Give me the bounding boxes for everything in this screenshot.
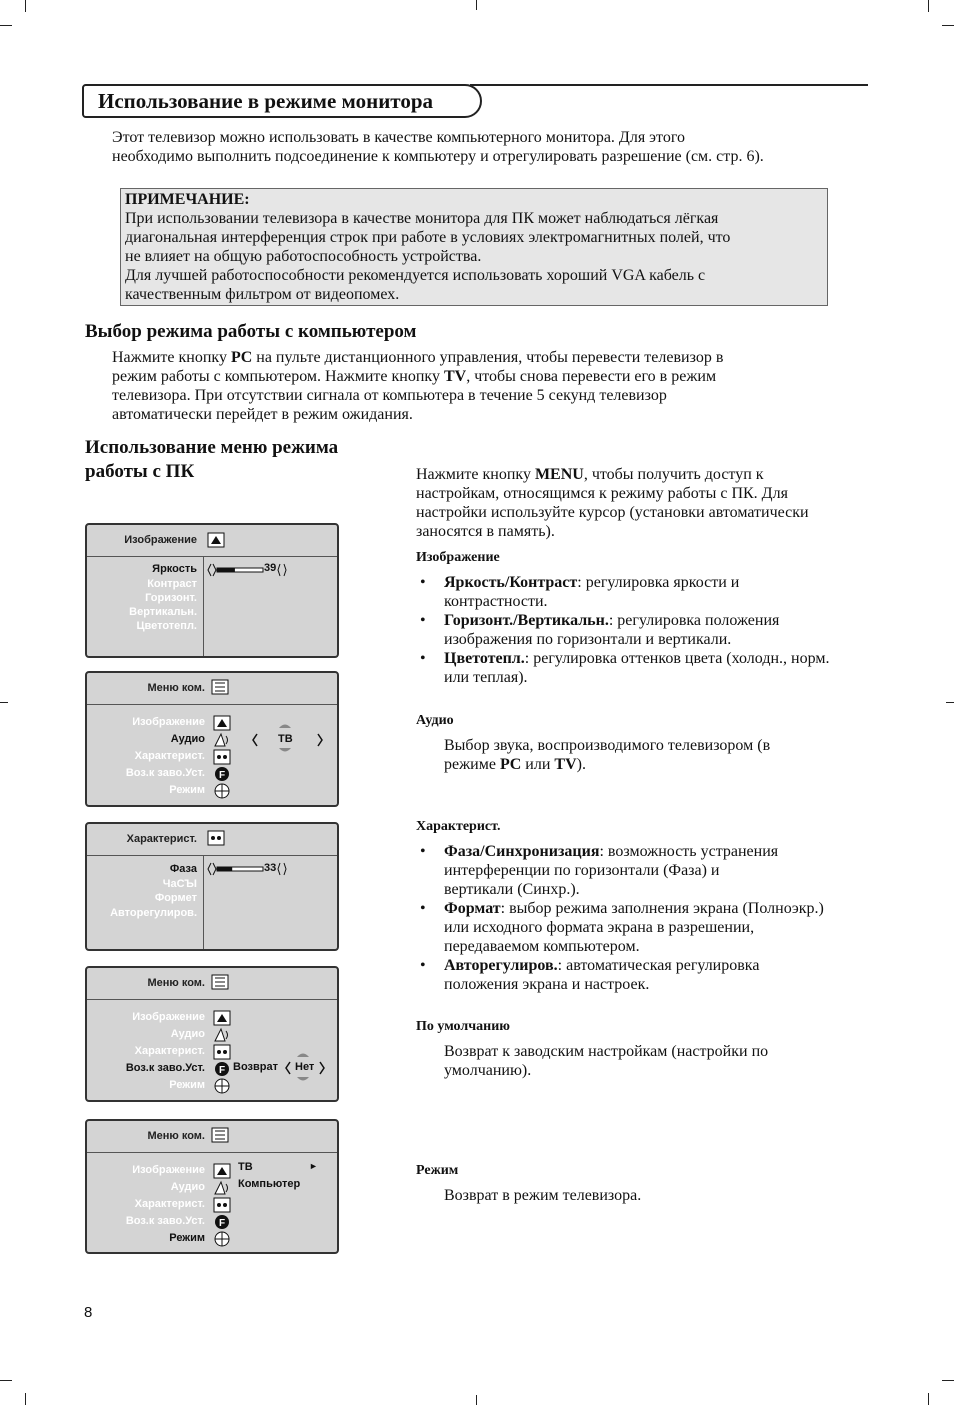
features-icon: [213, 749, 231, 765]
defaults-section: По умолчанию Возврат к заводским настройкам (настройки по умолчанию).: [416, 1017, 866, 1080]
osd-item: Воз.к заво.Уст.: [125, 767, 205, 779]
mode-icon: [213, 783, 231, 799]
brightness-slider[interactable]: [207, 562, 267, 578]
phase-slider[interactable]: [207, 861, 267, 877]
osd-item: Характерист.: [134, 1198, 205, 1210]
factory-reset-icon: [213, 766, 231, 782]
osd-head-label: Характерист.: [126, 833, 197, 845]
svg-text:F: F: [218, 770, 226, 781]
features-section: [416, 817, 866, 994]
factory-reset-icon: [213, 1061, 231, 1077]
note-title: ПРИМЕЧАНИЕ:: [125, 191, 250, 208]
osd-item: Воз.к заво.Уст.: [125, 1215, 205, 1227]
picture-icon: [213, 1010, 231, 1026]
defaults-heading: По умолчанию: [416, 1019, 510, 1034]
features-icon: [213, 1197, 231, 1213]
osd-item: Изображение: [132, 1011, 205, 1023]
svg-text:F: F: [218, 1218, 226, 1229]
intro-paragraph: Этот телевизор можно использовать в качестве компьютерного монитора. Для этого необходимо выполнить подсоединение к компьютеру и отрегулировать разрешение (см. стр. 6).: [112, 129, 764, 165]
osd-item: Вертикальн.: [129, 606, 197, 618]
menu-icon: [211, 974, 229, 990]
menu-icon: [211, 679, 229, 695]
osd-item: Фаза: [169, 863, 197, 875]
list-item: • Яркость/Контраст: регулировка яркости и контрастности.: [416, 573, 866, 611]
right-arrow-icon[interactable]: [315, 1059, 327, 1077]
list-item: • Цветотепл.: регулировка оттенков цвета (холодн., норм. или теплая).: [416, 649, 866, 687]
factory-reset-icon: [213, 1214, 231, 1230]
menu-intro: Нажмите кнопку MENU, чтобы получить доступ к настройкам, относящимся к режиму работы с ПК. Для настройки используйте курсор (установки автоматически заносятся в память).: [416, 466, 809, 540]
audio-section: Аудио Выбор звука, воспроизводимого телевизором (в режиме PC или TV).: [416, 711, 866, 774]
osd-item: Формет: [154, 892, 197, 904]
osd-head-label: Меню ком.: [147, 977, 205, 989]
svg-text:F: F: [218, 1065, 226, 1076]
list-item: • Фаза/Синхронизация: возможность устранения интерференции по горизонтали (Фаза) и вертикали (Синхр.).: [416, 842, 866, 899]
osd-item: Режим: [169, 1079, 205, 1091]
audio-icon: [213, 732, 231, 748]
left-arrow-icon[interactable]: [249, 731, 263, 749]
osd-item: Режим: [169, 1232, 205, 1244]
section1-heading: Выбор режима работы с компьютером: [85, 321, 417, 342]
right-arrow-icon[interactable]: [313, 731, 327, 749]
audio-heading: Аудио: [416, 713, 454, 728]
list-item: • Авторегулиров.: автоматическая регулировка положения экрана и настроек.: [416, 956, 866, 994]
section2-heading: Использование меню режима работы с ПК: [85, 437, 339, 482]
osd-item: Цветотепл.: [136, 620, 197, 632]
osd-picture-menu: [85, 523, 339, 658]
submenu-arrow-icon: ►: [309, 1161, 318, 1171]
mode-icon: [213, 1231, 231, 1247]
osd-value: Нет: [295, 1061, 315, 1073]
osd-item: Характерист.: [134, 1045, 205, 1057]
osd-item: Контраст: [147, 578, 197, 590]
osd-features-menu: [85, 822, 339, 951]
mode-heading: Режим: [416, 1163, 459, 1178]
osd-item: Режим: [169, 784, 205, 796]
osd-main-menu-mode: [85, 1119, 339, 1254]
list-item: • Формат: выбор режима заполнения экрана (Полноэкр.) или исходного формата экрана в разрешении, передаваемом компьютером.: [416, 899, 866, 956]
osd-item: Характерист.: [134, 750, 205, 762]
adjust-arrows-icon: [277, 563, 287, 577]
osd-option-tv[interactable]: ТВ: [238, 1161, 253, 1173]
picture-section: [416, 548, 866, 687]
osd-option-pc[interactable]: Компьютер: [238, 1178, 301, 1190]
left-arrow-icon[interactable]: [283, 1059, 295, 1077]
audio-icon: [213, 1027, 231, 1043]
osd-item: Горизонт.: [145, 592, 197, 604]
page-number: 8: [84, 1304, 93, 1321]
page-title: Использование в режиме монитора: [82, 84, 482, 118]
features-heading: Характерист.: [416, 819, 501, 834]
osd-value: 39: [264, 562, 277, 574]
section1-paragraph: Нажмите кнопку PC на пульте дистанционного управления, чтобы перевести телевизор в режим работы с компьютером. Нажмите кнопку TV, чтобы снова перевести его в режим телевизора. При отсутствии сигнала от компьютера в течение 5 секунд телевизор автоматически перейдет в режим ожидания.: [112, 349, 724, 423]
picture-icon: [213, 1163, 231, 1179]
osd-head-label: Меню ком.: [147, 682, 205, 694]
osd-value: ТВ: [278, 733, 293, 745]
picture-icon: [207, 532, 225, 548]
osd-item: Аудио: [170, 1181, 205, 1193]
osd-item: Изображение: [132, 1164, 205, 1176]
mode-section: Режим Возврат в режим телевизора.: [416, 1161, 866, 1205]
osd-main-menu-audio: [85, 671, 339, 807]
features-icon: [213, 1044, 231, 1060]
osd-head-label: Изображение: [124, 534, 197, 546]
menu-icon: [211, 1127, 229, 1143]
picture-icon: [213, 715, 231, 731]
osd-item: Аудио: [170, 733, 205, 745]
adjust-arrows-icon: [277, 862, 287, 876]
features-icon: [207, 830, 225, 846]
osd-item: Аудио: [170, 1028, 205, 1040]
audio-icon: [213, 1180, 231, 1196]
picture-heading: Изображение: [416, 550, 500, 565]
note-box: ПРИМЕЧАНИЕ: При использовании телевизора в качестве монитора для ПК может наблюдаться лёгкая диагональная интерференция строк при работе в условиях электромагнитных полей, что не влияет на общую работоспособность устройства. Для лучшей работоспособности рекомендуется использовать хороший VGA кабель с качественным фильтром от видеопомех.: [120, 188, 828, 306]
osd-main-menu-reset: [85, 966, 339, 1102]
osd-label: Возврат: [233, 1061, 278, 1073]
osd-item: Яркость: [152, 563, 197, 575]
osd-item: ЧаСЪI: [162, 878, 197, 890]
header-rule: [470, 84, 868, 86]
osd-item: Авторегулиров.: [110, 907, 197, 919]
mode-icon: [213, 1078, 231, 1094]
osd-item: Изображение: [132, 716, 205, 728]
osd-item: Воз.к заво.Уст.: [125, 1062, 205, 1074]
osd-value: 33: [264, 862, 277, 874]
list-item: • Горизонт./Вертикальн.: регулировка положения изображения по горизонтали и вертикали.: [416, 611, 866, 649]
osd-head-label: Меню ком.: [147, 1130, 205, 1142]
